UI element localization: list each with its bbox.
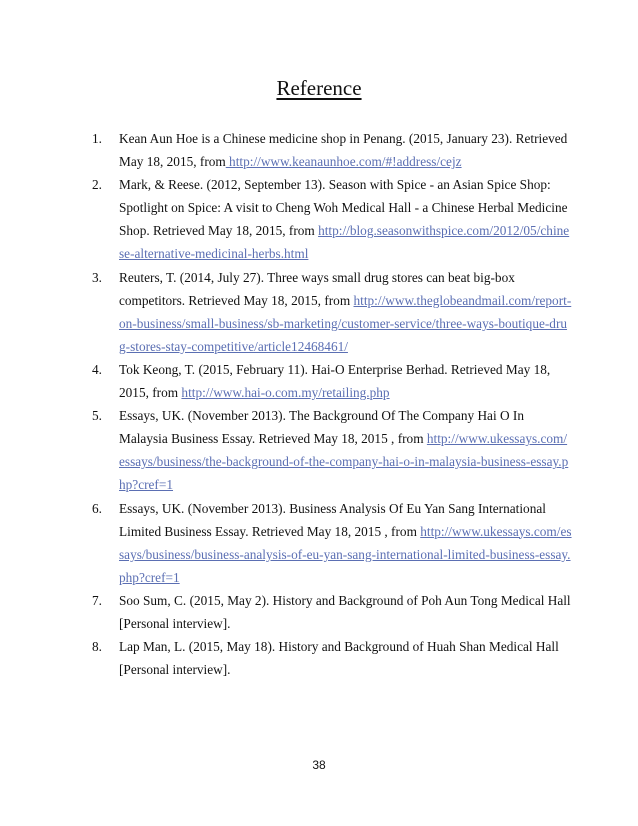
reference-item-4 — [92, 358, 572, 404]
reference-number: 2. — [92, 177, 102, 193]
reference-number: 8. — [92, 639, 102, 655]
reference-number: 3. — [92, 269, 102, 285]
reference-body — [119, 173, 572, 265]
reference-item-1 — [92, 127, 572, 173]
reference-text: Essays, UK. (November 2013). Business Analysis Of Eu Yan Sang International Limited Business Essay. Retrieved May 18, 2015 , from — [119, 500, 546, 539]
reference-text: Essays, UK. (November 2013). The Background Of The Company Hai O In Malaysia Business Essay. Retrieved May 18, 2015 , from — [119, 408, 524, 447]
reference-item-5 — [92, 404, 572, 496]
reference-item-3 — [92, 266, 572, 358]
reference-body — [119, 497, 572, 589]
reference-body — [119, 589, 572, 635]
reference-number: 6. — [92, 500, 102, 516]
reference-number: 7. — [92, 592, 102, 608]
reference-item-6 — [92, 497, 572, 589]
reference-body — [119, 127, 572, 173]
reference-link[interactable]: http://www.keanaunhoe.com/#!address/cejz — [225, 154, 462, 170]
reference-link[interactable]: http://blog.seasonwithspice.com/2012/05/chinese-alternative-medicinal-herbs.html — [119, 223, 570, 262]
reference-text: Soo Sum, C. (2015, May 2). History and Background of Poh Aun Tong Medical Hall [Personal interview]. — [119, 592, 571, 631]
reference-body — [119, 404, 572, 496]
page-number: 38 — [312, 758, 326, 772]
reference-body — [119, 266, 572, 358]
reference-text: Mark, & Reese. (2012, September 13). Season with Spice - an Asian Spice Shop: Spotlight on Spice: A visit to Cheng Woh Medical Hall - a Chinese Herbal Medicine Shop. Retrieved May 18, 2015, from — [119, 177, 568, 239]
reference-body — [119, 358, 572, 404]
reference-item-8 — [92, 635, 572, 681]
reference-body — [119, 635, 572, 681]
reference-item-2 — [92, 173, 572, 265]
reference-link[interactable]: http://www.ukessays.com/essays/business/the-background-of-the-company-hai-o-in-malaysia-business-essay.php?cref=1 — [119, 431, 569, 493]
reference-text: Reuters, T. (2014, July 27). Three ways small drug stores can beat big-box competitors. Retrieved May 18, 2015, from — [119, 269, 515, 308]
reference-link[interactable]: http://www.ukessays.com/essays/business/business-analysis-of-eu-yan-sang-international-limited-business-essay.php?cref=1 — [119, 523, 572, 585]
reference-number: 5. — [92, 408, 102, 424]
reference-number: 1. — [92, 131, 102, 146]
reference-number: 4. — [92, 361, 102, 377]
reference-link[interactable]: http://www.hai-o.com.my/retailing.php — [181, 385, 390, 401]
reference-text: Lap Man, L. (2015, May 18). History and Background of Huah Shan Medical Hall [Personal interview]. — [119, 639, 559, 678]
reference-list — [92, 127, 572, 681]
page-title: Reference — [276, 76, 362, 100]
reference-link[interactable]: http://www.theglobeandmail.com/report-on-business/small-business/sb-marketing/customer-service/three-ways-boutique-drug-stores-stay-competitive/article12468461/ — [119, 292, 572, 354]
reference-text: Tok Keong, T. (2015, February 11). Hai-O Enterprise Berhad. Retrieved May 18, 2015, from — [119, 361, 551, 401]
reference-text: Kean Aun Hoe is a Chinese medicine shop in Penang. (2015, January 23). Retrieved May 18, 2015, from — [119, 131, 568, 170]
reference-item-7 — [92, 589, 572, 635]
